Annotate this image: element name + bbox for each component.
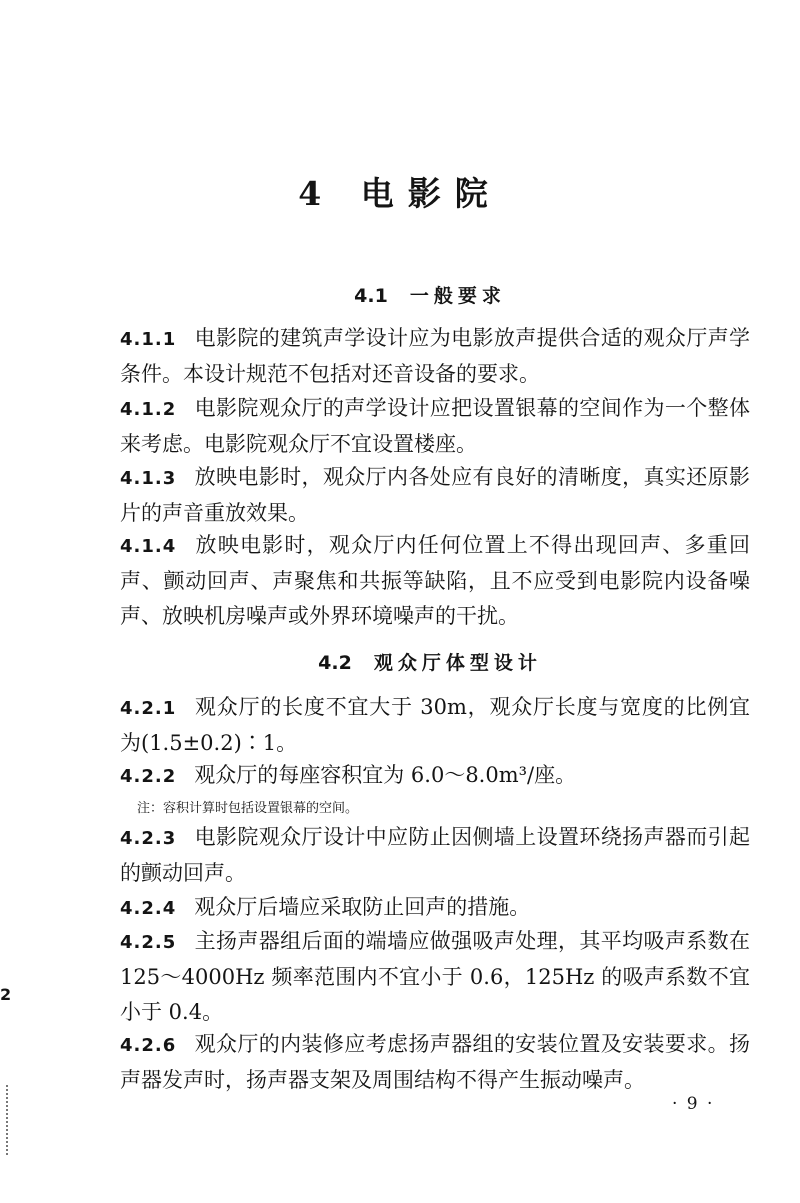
clause-text: 电影院观众厅设计中应防止因侧墙上设置环绕扬声器而引起的颤动回声。 xyxy=(120,825,750,885)
clause-text: 电影院的建筑声学设计应为电影放声提供合适的观众厅声学条件。本设计规范不包括对还音设备的要求。 xyxy=(120,326,750,386)
clause-text: 主扬声器组后面的端墙应做强吸声处理，其平均吸声系数在 125～4000Hz 频率范围内不宜小于 0.6，125Hz 的吸声系数不宜小于 0.4。 xyxy=(120,929,750,1024)
clause-text: 电影院观众厅的声学设计应把设置银幕的空间作为一个整体来考虑。电影院观众厅不宜设置楼座。 xyxy=(120,396,750,456)
clause-text: 观众厅后墙应采取防止回声的措施。 xyxy=(194,895,531,919)
clause-text: 放映电影时，观众厅内各处应有良好的清晰度，真实还原影片的声音重放效果。 xyxy=(120,465,750,525)
clause-number: 4.2.5 xyxy=(120,932,177,953)
margin-mark: 2 xyxy=(0,985,12,1004)
clause-text: 观众厅的每座容积宜为 6.0～8.0m³/座。 xyxy=(194,763,577,787)
page-number: · 9 · xyxy=(672,1094,715,1114)
section-number: 4.2 xyxy=(318,652,352,674)
section-heading: 观众厅体型设计 xyxy=(373,652,542,674)
section-number: 4.1 xyxy=(354,285,388,307)
clause-4-2-6 xyxy=(120,1027,750,1098)
clause-4-2-5 xyxy=(120,924,750,1030)
binding-dots xyxy=(6,1085,10,1155)
clause-4-1-3 xyxy=(120,460,750,531)
clause-text: 放映电影时，观众厅内任何位置上不得出现回声、多重回声、颤动回声、声聚焦和共振等缺陷，且不应受到电影院内设备噪声、放映机房噪声或外界环境噪声的干扰。 xyxy=(120,533,750,628)
clause-text: 观众厅的长度不宜大于 30m，观众厅长度与宽度的比例宜为(1.5±0.2)∶1。 xyxy=(120,695,750,755)
clause-number: 4.1.1 xyxy=(120,329,177,350)
clause-number: 4.2.4 xyxy=(120,898,177,919)
clause-number: 4.2.3 xyxy=(120,828,177,849)
section-title-4-1 xyxy=(0,281,800,308)
clause-4-1-4 xyxy=(120,528,750,634)
clause-number: 4.1.4 xyxy=(120,536,177,557)
volume-note: 注：容积计算时包括设置银幕的空间。 xyxy=(137,801,359,816)
clause-4-2-1 xyxy=(120,690,750,761)
section-title-4-2 xyxy=(0,648,800,675)
clause-number: 4.1.3 xyxy=(120,468,177,489)
clause-4-2-3 xyxy=(120,820,750,891)
clause-number: 4.2.2 xyxy=(120,766,177,787)
clause-number: 4.2.6 xyxy=(120,1035,177,1056)
clause-4-1-2 xyxy=(120,391,750,462)
clause-4-2-2 xyxy=(120,758,750,794)
section-heading: 一般要求 xyxy=(409,285,506,307)
clause-4-2-4 xyxy=(120,890,750,926)
clause-text: 观众厅的内装修应考虑扬声器组的安装位置及安装要求。扬声器发声时，扬声器支架及周围结构不得产生振动噪声。 xyxy=(120,1032,750,1092)
clause-number: 4.1.2 xyxy=(120,399,177,420)
clause-number: 4.2.1 xyxy=(120,698,177,719)
clause-4-1-1 xyxy=(120,321,750,392)
chapter-title: 4 电影院 xyxy=(298,174,502,213)
